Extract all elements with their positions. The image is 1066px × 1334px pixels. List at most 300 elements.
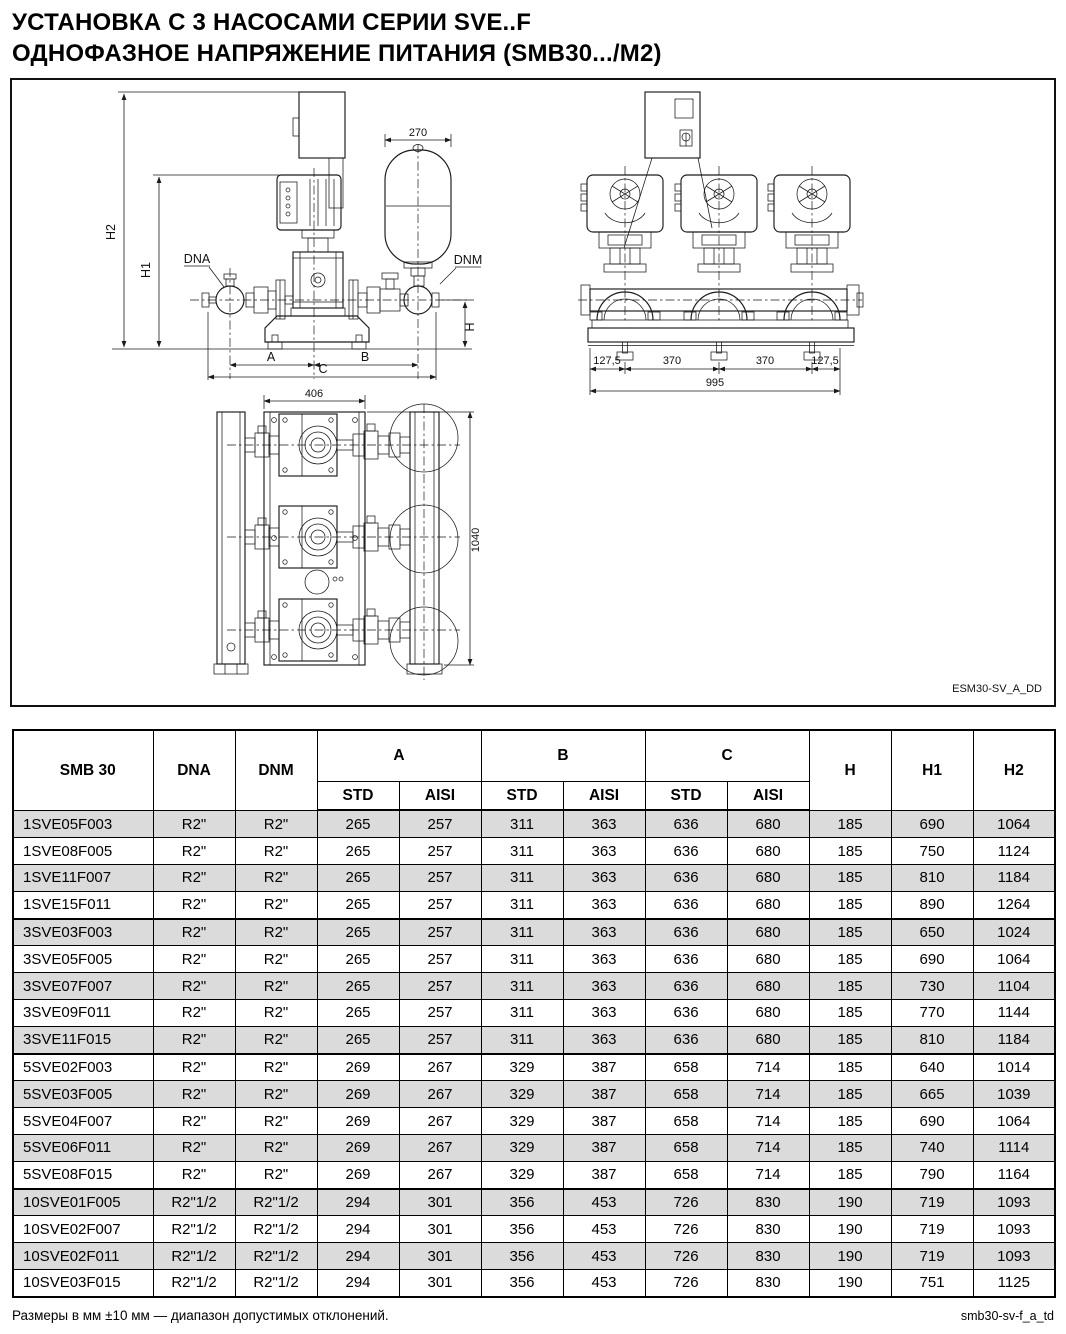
h1-cell: 690 — [891, 810, 973, 837]
column-header-dnm: DNM — [235, 730, 317, 810]
h2-cell: 1114 — [973, 1135, 1055, 1162]
b-aisi-cell: 387 — [563, 1161, 645, 1188]
c-aisi-cell: 680 — [727, 810, 809, 837]
a-aisi-cell: 267 — [399, 1108, 481, 1135]
table-row — [13, 973, 1055, 1000]
c-std-cell: 636 — [645, 810, 727, 837]
dnm-cell: R2" — [235, 1000, 317, 1027]
b-std-cell: 356 — [481, 1243, 563, 1270]
h2-cell: 1124 — [973, 838, 1055, 865]
dna-cell: R2" — [153, 1108, 235, 1135]
c-std-cell: 658 — [645, 1081, 727, 1108]
dnm-cell: R2" — [235, 838, 317, 865]
h-cell: 190 — [809, 1216, 891, 1243]
dnm-cell: R2"1/2 — [235, 1189, 317, 1216]
a-aisi-cell: 257 — [399, 946, 481, 973]
h2-cell: 1064 — [973, 946, 1055, 973]
b-aisi-cell: 363 — [563, 1000, 645, 1027]
dim-label-a: A — [266, 350, 276, 365]
h1-cell: 810 — [891, 865, 973, 892]
c-aisi-cell: 714 — [727, 1081, 809, 1108]
c-aisi-cell: 830 — [727, 1189, 809, 1216]
c-aisi-cell: 680 — [727, 919, 809, 946]
c-std-cell: 726 — [645, 1269, 727, 1296]
a-std-cell: 265 — [317, 865, 399, 892]
table-body — [13, 810, 1055, 1296]
dnm-cell: R2" — [235, 1081, 317, 1108]
b-aisi-cell: 387 — [563, 1081, 645, 1108]
b-std-cell: 356 — [481, 1189, 563, 1216]
a-aisi-cell: 301 — [399, 1216, 481, 1243]
c-std-cell: 636 — [645, 919, 727, 946]
b-aisi-cell: 453 — [563, 1269, 645, 1296]
footer-code: smb30-sv-f_a_td — [960, 1308, 1054, 1323]
c-std-cell: 726 — [645, 1243, 727, 1270]
b-aisi-cell: 453 — [563, 1189, 645, 1216]
b-std-cell: 311 — [481, 865, 563, 892]
side-pump-body — [291, 230, 345, 316]
dim-label-tank-width: 270 — [408, 127, 428, 140]
b-std-cell: 329 — [481, 1081, 563, 1108]
dnm-cell: R2" — [235, 1026, 317, 1053]
table-row — [13, 1081, 1055, 1108]
dim-label-top-width: 406 — [304, 388, 324, 401]
dim-label-h2: H2 — [104, 224, 118, 241]
callout-dnm: DNM — [453, 253, 483, 268]
a-aisi-cell: 267 — [399, 1161, 481, 1188]
dna-cell: R2" — [153, 1161, 235, 1188]
h2-cell: 1093 — [973, 1216, 1055, 1243]
h-cell: 185 — [809, 1108, 891, 1135]
h-cell: 185 — [809, 1135, 891, 1162]
a-aisi-cell: 257 — [399, 865, 481, 892]
top-pump-unit — [227, 414, 460, 476]
a-std-cell: 265 — [317, 1026, 399, 1053]
b-aisi-cell: 453 — [563, 1216, 645, 1243]
h-cell: 185 — [809, 1054, 891, 1081]
h1-cell: 890 — [891, 891, 973, 918]
c-std-cell: 658 — [645, 1108, 727, 1135]
dim-label-c: C — [318, 362, 328, 377]
dnm-cell: R2"1/2 — [235, 1269, 317, 1296]
model-cell: 5SVE04F007 — [13, 1108, 153, 1135]
front-pump-unit — [675, 166, 757, 322]
a-aisi-cell: 267 — [399, 1081, 481, 1108]
b-std-cell: 311 — [481, 891, 563, 918]
top-pump-unit — [227, 506, 460, 568]
model-cell: 1SVE15F011 — [13, 891, 153, 918]
dim-label-front-mid1: 370 — [662, 355, 682, 368]
h2-cell: 1164 — [973, 1161, 1055, 1188]
dnm-cell: R2"1/2 — [235, 1216, 317, 1243]
top-dim-width — [264, 388, 365, 409]
side-view-drawing — [104, 92, 482, 380]
b-std-cell: 356 — [481, 1216, 563, 1243]
dnm-cell: R2" — [235, 891, 317, 918]
a-aisi-cell: 257 — [399, 838, 481, 865]
h-cell: 185 — [809, 810, 891, 837]
dna-cell: R2"1/2 — [153, 1216, 235, 1243]
dna-cell: R2" — [153, 946, 235, 973]
b-std-cell: 329 — [481, 1135, 563, 1162]
a-aisi-cell: 267 — [399, 1135, 481, 1162]
top-gauge-port — [305, 570, 329, 594]
table-row — [13, 1243, 1055, 1270]
model-cell: 3SVE09F011 — [13, 1000, 153, 1027]
column-header-h2: H2 — [973, 730, 1055, 810]
a-std-cell: 265 — [317, 810, 399, 837]
a-aisi-cell: 257 — [399, 1000, 481, 1027]
a-aisi-cell: 301 — [399, 1243, 481, 1270]
c-aisi-cell: 830 — [727, 1269, 809, 1296]
b-aisi-cell: 453 — [563, 1243, 645, 1270]
table-row — [13, 1054, 1055, 1081]
h2-cell: 1184 — [973, 865, 1055, 892]
table-row — [13, 946, 1055, 973]
top-suction-manifold — [214, 412, 248, 674]
dim-label-top-depth: 1040 — [470, 528, 482, 553]
dim-label-b: B — [360, 350, 370, 365]
c-std-cell: 636 — [645, 973, 727, 1000]
model-cell: 5SVE08F015 — [13, 1161, 153, 1188]
a-aisi-cell: 301 — [399, 1189, 481, 1216]
a-std-cell: 294 — [317, 1216, 399, 1243]
h2-cell: 1064 — [973, 810, 1055, 837]
column-header-a: A — [317, 730, 481, 782]
page-title-line1: УСТАНОВКА С 3 НАСОСАМИ СЕРИИ SVE..F — [12, 9, 532, 36]
c-aisi-cell: 680 — [727, 865, 809, 892]
a-std-cell: 269 — [317, 1161, 399, 1188]
h1-cell: 810 — [891, 1026, 973, 1053]
dim-label-front-left: 127,5 — [593, 355, 621, 368]
subheader-a-std: STD — [317, 782, 399, 811]
a-std-cell: 269 — [317, 1054, 399, 1081]
a-aisi-cell: 257 — [399, 919, 481, 946]
h2-cell: 1184 — [973, 1026, 1055, 1053]
column-header-h1: H1 — [891, 730, 973, 810]
dnm-cell: R2" — [235, 1161, 317, 1188]
subheader-c-std: STD — [645, 782, 727, 811]
c-aisi-cell: 714 — [727, 1135, 809, 1162]
dnm-cell: R2" — [235, 919, 317, 946]
front-control-cabinet — [624, 92, 712, 248]
h2-cell: 1014 — [973, 1054, 1055, 1081]
model-cell: 5SVE03F005 — [13, 1081, 153, 1108]
column-header-b: B — [481, 730, 645, 782]
model-cell: 1SVE08F005 — [13, 838, 153, 865]
h1-cell: 719 — [891, 1243, 973, 1270]
b-std-cell: 311 — [481, 973, 563, 1000]
b-std-cell: 311 — [481, 919, 563, 946]
top-pump-unit — [227, 599, 460, 661]
page-title-line2: ОДНОФАЗНОЕ НАПРЯЖЕНИЕ ПИТАНИЯ (SMB30.../M2) — [12, 39, 662, 67]
a-std-cell: 269 — [317, 1081, 399, 1108]
b-aisi-cell: 387 — [563, 1108, 645, 1135]
table-row — [13, 1026, 1055, 1053]
a-aisi-cell: 257 — [399, 891, 481, 918]
h2-cell: 1125 — [973, 1269, 1055, 1296]
c-std-cell: 726 — [645, 1216, 727, 1243]
front-dimensions — [590, 348, 840, 395]
table-row — [13, 1135, 1055, 1162]
a-aisi-cell: 267 — [399, 1054, 481, 1081]
top-view-drawing — [214, 388, 482, 680]
dim-label-front-right: 127,5 — [811, 355, 839, 368]
model-cell: 3SVE11F015 — [13, 1026, 153, 1053]
dna-cell: R2"1/2 — [153, 1269, 235, 1296]
dim-label-h: H — [463, 322, 477, 332]
b-std-cell: 311 — [481, 946, 563, 973]
model-cell: 1SVE11F007 — [13, 865, 153, 892]
drawing-code-label: ESM30-SV_A_DD — [952, 683, 1042, 696]
h1-cell: 770 — [891, 1000, 973, 1027]
dna-cell: R2" — [153, 891, 235, 918]
dnm-cell: R2" — [235, 946, 317, 973]
b-std-cell: 356 — [481, 1269, 563, 1296]
c-aisi-cell: 714 — [727, 1108, 809, 1135]
model-cell: 3SVE03F003 — [13, 919, 153, 946]
h-cell: 185 — [809, 973, 891, 1000]
table-row — [13, 865, 1055, 892]
table-row — [13, 891, 1055, 918]
dna-cell: R2" — [153, 973, 235, 1000]
c-std-cell: 636 — [645, 865, 727, 892]
a-std-cell: 294 — [317, 1269, 399, 1296]
h1-cell: 740 — [891, 1135, 973, 1162]
h2-cell: 1264 — [973, 891, 1055, 918]
table-row — [13, 1189, 1055, 1216]
dna-cell: R2"1/2 — [153, 1243, 235, 1270]
front-baseframe — [588, 320, 854, 360]
h2-cell: 1039 — [973, 1081, 1055, 1108]
b-aisi-cell: 363 — [563, 1026, 645, 1053]
table-row — [13, 919, 1055, 946]
side-suction-piping — [202, 274, 293, 319]
c-aisi-cell: 680 — [727, 1026, 809, 1053]
dim-label-front-total: 995 — [705, 377, 725, 390]
dnm-cell: R2" — [235, 865, 317, 892]
h-cell: 190 — [809, 1269, 891, 1296]
h2-cell: 1093 — [973, 1243, 1055, 1270]
model-cell: 10SVE02F007 — [13, 1216, 153, 1243]
h-cell: 185 — [809, 865, 891, 892]
a-std-cell: 269 — [317, 1108, 399, 1135]
dna-cell: R2" — [153, 1135, 235, 1162]
model-cell: 3SVE07F007 — [13, 973, 153, 1000]
c-std-cell: 658 — [645, 1135, 727, 1162]
b-std-cell: 311 — [481, 810, 563, 837]
b-aisi-cell: 363 — [563, 946, 645, 973]
c-aisi-cell: 680 — [727, 973, 809, 1000]
a-std-cell: 269 — [317, 1135, 399, 1162]
b-aisi-cell: 363 — [563, 919, 645, 946]
h-cell: 185 — [809, 919, 891, 946]
b-aisi-cell: 363 — [563, 865, 645, 892]
top-pumps — [227, 414, 460, 661]
b-std-cell: 311 — [481, 1000, 563, 1027]
table-header — [13, 730, 1055, 810]
table-row — [13, 1108, 1055, 1135]
h1-cell: 650 — [891, 919, 973, 946]
h-cell: 185 — [809, 838, 891, 865]
b-std-cell: 311 — [481, 1026, 563, 1053]
a-std-cell: 265 — [317, 919, 399, 946]
c-aisi-cell: 830 — [727, 1243, 809, 1270]
a-aisi-cell: 257 — [399, 973, 481, 1000]
model-cell: 5SVE06F011 — [13, 1135, 153, 1162]
c-aisi-cell: 680 — [727, 838, 809, 865]
c-std-cell: 636 — [645, 946, 727, 973]
b-std-cell: 329 — [481, 1054, 563, 1081]
table-row — [13, 1216, 1055, 1243]
front-view-drawing — [578, 92, 863, 395]
dna-cell: R2" — [153, 919, 235, 946]
c-std-cell: 658 — [645, 1161, 727, 1188]
c-std-cell: 636 — [645, 891, 727, 918]
h2-cell: 1064 — [973, 1108, 1055, 1135]
b-aisi-cell: 363 — [563, 891, 645, 918]
b-std-cell: 311 — [481, 838, 563, 865]
c-std-cell: 636 — [645, 1000, 727, 1027]
b-aisi-cell: 387 — [563, 1054, 645, 1081]
dna-cell: R2"1/2 — [153, 1189, 235, 1216]
dna-cell: R2" — [153, 1026, 235, 1053]
h-cell: 185 — [809, 1026, 891, 1053]
table-row — [13, 838, 1055, 865]
h2-cell: 1024 — [973, 919, 1055, 946]
h1-cell: 690 — [891, 946, 973, 973]
a-std-cell: 265 — [317, 891, 399, 918]
table-row — [13, 810, 1055, 837]
h2-cell: 1104 — [973, 973, 1055, 1000]
h1-cell: 730 — [891, 973, 973, 1000]
h-cell: 185 — [809, 891, 891, 918]
b-aisi-cell: 363 — [563, 973, 645, 1000]
b-aisi-cell: 363 — [563, 838, 645, 865]
column-header-h: H — [809, 730, 891, 810]
c-std-cell: 658 — [645, 1054, 727, 1081]
h-cell: 185 — [809, 1161, 891, 1188]
h-cell: 185 — [809, 946, 891, 973]
datasheet-page — [0, 8, 1066, 1334]
h1-cell: 690 — [891, 1108, 973, 1135]
c-std-cell: 726 — [645, 1189, 727, 1216]
model-cell: 10SVE03F015 — [13, 1269, 153, 1296]
model-cell: 3SVE05F005 — [13, 946, 153, 973]
side-discharge-piping — [349, 268, 439, 319]
dim-label-h1: H1 — [139, 262, 153, 279]
dnm-cell: R2" — [235, 810, 317, 837]
h1-cell: 665 — [891, 1081, 973, 1108]
dna-cell: R2" — [153, 1000, 235, 1027]
c-aisi-cell: 680 — [727, 891, 809, 918]
column-header-c: C — [645, 730, 809, 782]
front-pumps — [581, 166, 850, 322]
c-aisi-cell: 714 — [727, 1054, 809, 1081]
side-pump-motor — [277, 175, 341, 230]
h2-cell: 1144 — [973, 1000, 1055, 1027]
page-footer — [12, 1308, 1054, 1323]
a-std-cell: 294 — [317, 1243, 399, 1270]
dim-label-front-mid2: 370 — [755, 355, 775, 368]
column-header-dna: DNA — [153, 730, 235, 810]
a-std-cell: 265 — [317, 946, 399, 973]
technical-drawing — [12, 80, 1054, 705]
subheader-a-aisi: AISI — [399, 782, 481, 811]
table-row — [13, 1269, 1055, 1296]
a-aisi-cell: 257 — [399, 1026, 481, 1053]
c-aisi-cell: 714 — [727, 1161, 809, 1188]
dna-cell: R2" — [153, 1081, 235, 1108]
front-pump-unit — [581, 166, 663, 322]
c-aisi-cell: 830 — [727, 1216, 809, 1243]
dna-cell: R2" — [153, 810, 235, 837]
c-aisi-cell: 680 — [727, 1000, 809, 1027]
dna-cell: R2" — [153, 865, 235, 892]
dna-cell: R2" — [153, 838, 235, 865]
h-cell: 185 — [809, 1000, 891, 1027]
h1-cell: 790 — [891, 1161, 973, 1188]
model-cell: 10SVE02F011 — [13, 1243, 153, 1270]
subheader-b-aisi: AISI — [563, 782, 645, 811]
a-aisi-cell: 257 — [399, 810, 481, 837]
a-std-cell: 265 — [317, 838, 399, 865]
dnm-cell: R2"1/2 — [235, 1243, 317, 1270]
c-aisi-cell: 680 — [727, 946, 809, 973]
model-cell: 10SVE01F005 — [13, 1189, 153, 1216]
b-std-cell: 329 — [481, 1161, 563, 1188]
footer-note: Размеры в мм ±10 мм — диапазон допустимых отклонений. — [12, 1307, 389, 1323]
front-pump-unit — [768, 166, 850, 322]
subheader-b-std: STD — [481, 782, 563, 811]
column-header-model: SMB 30 — [13, 730, 153, 810]
subheader-c-aisi: AISI — [727, 782, 809, 811]
h-cell: 190 — [809, 1189, 891, 1216]
c-std-cell: 636 — [645, 838, 727, 865]
page-title — [12, 8, 1066, 69]
a-std-cell: 294 — [317, 1189, 399, 1216]
h1-cell: 719 — [891, 1189, 973, 1216]
model-cell: 1SVE05F003 — [13, 810, 153, 837]
table-row — [13, 1000, 1055, 1027]
b-aisi-cell: 387 — [563, 1135, 645, 1162]
dna-cell: R2" — [153, 1054, 235, 1081]
side-control-box — [293, 92, 345, 208]
a-aisi-cell: 301 — [399, 1269, 481, 1296]
top-dim-depth — [367, 412, 482, 665]
callout-dna: DNA — [183, 252, 211, 267]
h2-cell: 1093 — [973, 1189, 1055, 1216]
front-manifold — [578, 285, 863, 315]
dnm-cell: R2" — [235, 973, 317, 1000]
model-cell: 5SVE02F003 — [13, 1054, 153, 1081]
h1-cell: 751 — [891, 1269, 973, 1296]
drawing-frame — [10, 78, 1056, 707]
c-std-cell: 636 — [645, 1026, 727, 1053]
dnm-cell: R2" — [235, 1135, 317, 1162]
h1-cell: 750 — [891, 838, 973, 865]
dnm-cell: R2" — [235, 1108, 317, 1135]
h-cell: 190 — [809, 1243, 891, 1270]
table-row — [13, 1161, 1055, 1188]
a-std-cell: 265 — [317, 1000, 399, 1027]
h1-cell: 640 — [891, 1054, 973, 1081]
dnm-cell: R2" — [235, 1054, 317, 1081]
dimensions-table — [12, 729, 1056, 1297]
b-aisi-cell: 363 — [563, 810, 645, 837]
h-cell: 185 — [809, 1081, 891, 1108]
h1-cell: 719 — [891, 1216, 973, 1243]
